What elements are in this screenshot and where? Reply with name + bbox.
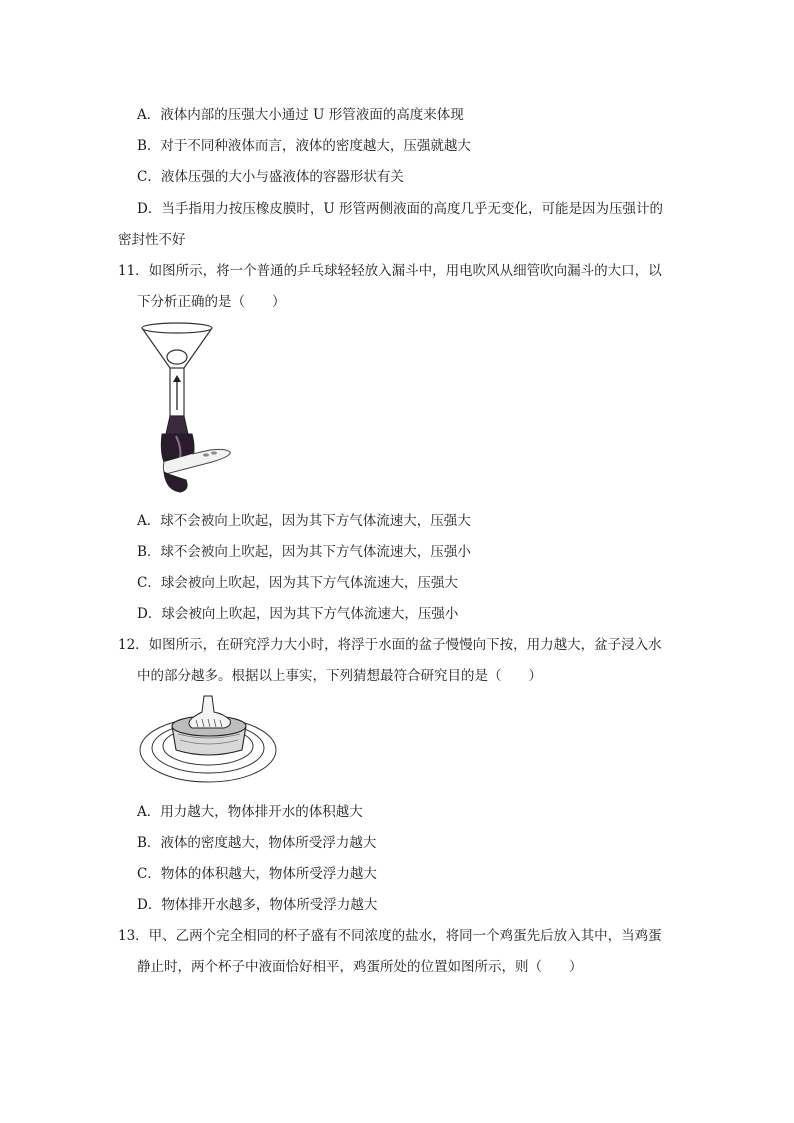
q12-option-d: D．物体排开水越多，物体所受浮力越大 [137, 897, 378, 913]
q11-stem-line1: 11．如图所示，将一个普通的乒乓球轻轻放入漏斗中，用电吹风从细管吹向漏斗的大口，以 [118, 263, 662, 279]
q13-stem-line2: 静止时，两个杯子中液面恰好相平，鸡蛋所处的位置如图所示，则（ ） [137, 959, 583, 975]
q10-option-a: A．液体内部的压强大小通过 U 形管液面的高度来体现 [137, 107, 464, 123]
q12-stem-line2: 中的部分越多。根据以上事实，下列猜想最符合研究目的是（ ） [137, 668, 542, 684]
q12-stem-line1: 12．如图所示，在研究浮力大小时，将浮于水面的盆子慢慢向下按，用力越大，盆子浸入水 [118, 637, 662, 653]
q11-option-c: C．球会被向上吹起，因为其下方气体流速大，压强大 [137, 575, 458, 591]
q13-stem-line1: 13．甲、乙两个完全相同的杯子盛有不同浓度的盐水，将同一个鸡蛋先后放入其中，当鸡蛋 [118, 928, 662, 944]
q10-option-d-continuation: 密封性不好 [118, 232, 186, 248]
q11-option-a: A．球不会被向上吹起，因为其下方气体流速大，压强大 [137, 513, 471, 529]
funnel-hairdryer-figure [140, 322, 240, 494]
q12-option-c: C．物体的体积越大，物体所受浮力越大 [137, 866, 377, 882]
basin-water-figure [138, 694, 280, 786]
q11-stem-line2: 下分析正确的是（ ） [137, 294, 286, 310]
q10-option-c: C．液体压强的大小与盛液体的容器形状有关 [137, 169, 404, 185]
q10-option-d: D．当手指用力按压橡皮膜时，U 形管两侧液面的高度几乎无变化，可能是因为压强计的 [137, 201, 663, 217]
q10-option-b: B．对于不同种液体而言，液体的密度越大，压强就越大 [137, 138, 471, 154]
q12-option-a: A．用力越大，物体排开水的体积越大 [137, 804, 363, 820]
q11-option-d: D．球会被向上吹起，因为其下方气体流速大，压强小 [137, 606, 459, 622]
q12-option-b: B．液体的密度越大，物体所受浮力越大 [137, 835, 377, 851]
q11-option-b: B．球不会被向上吹起，因为其下方气体流速大，压强小 [137, 544, 471, 560]
